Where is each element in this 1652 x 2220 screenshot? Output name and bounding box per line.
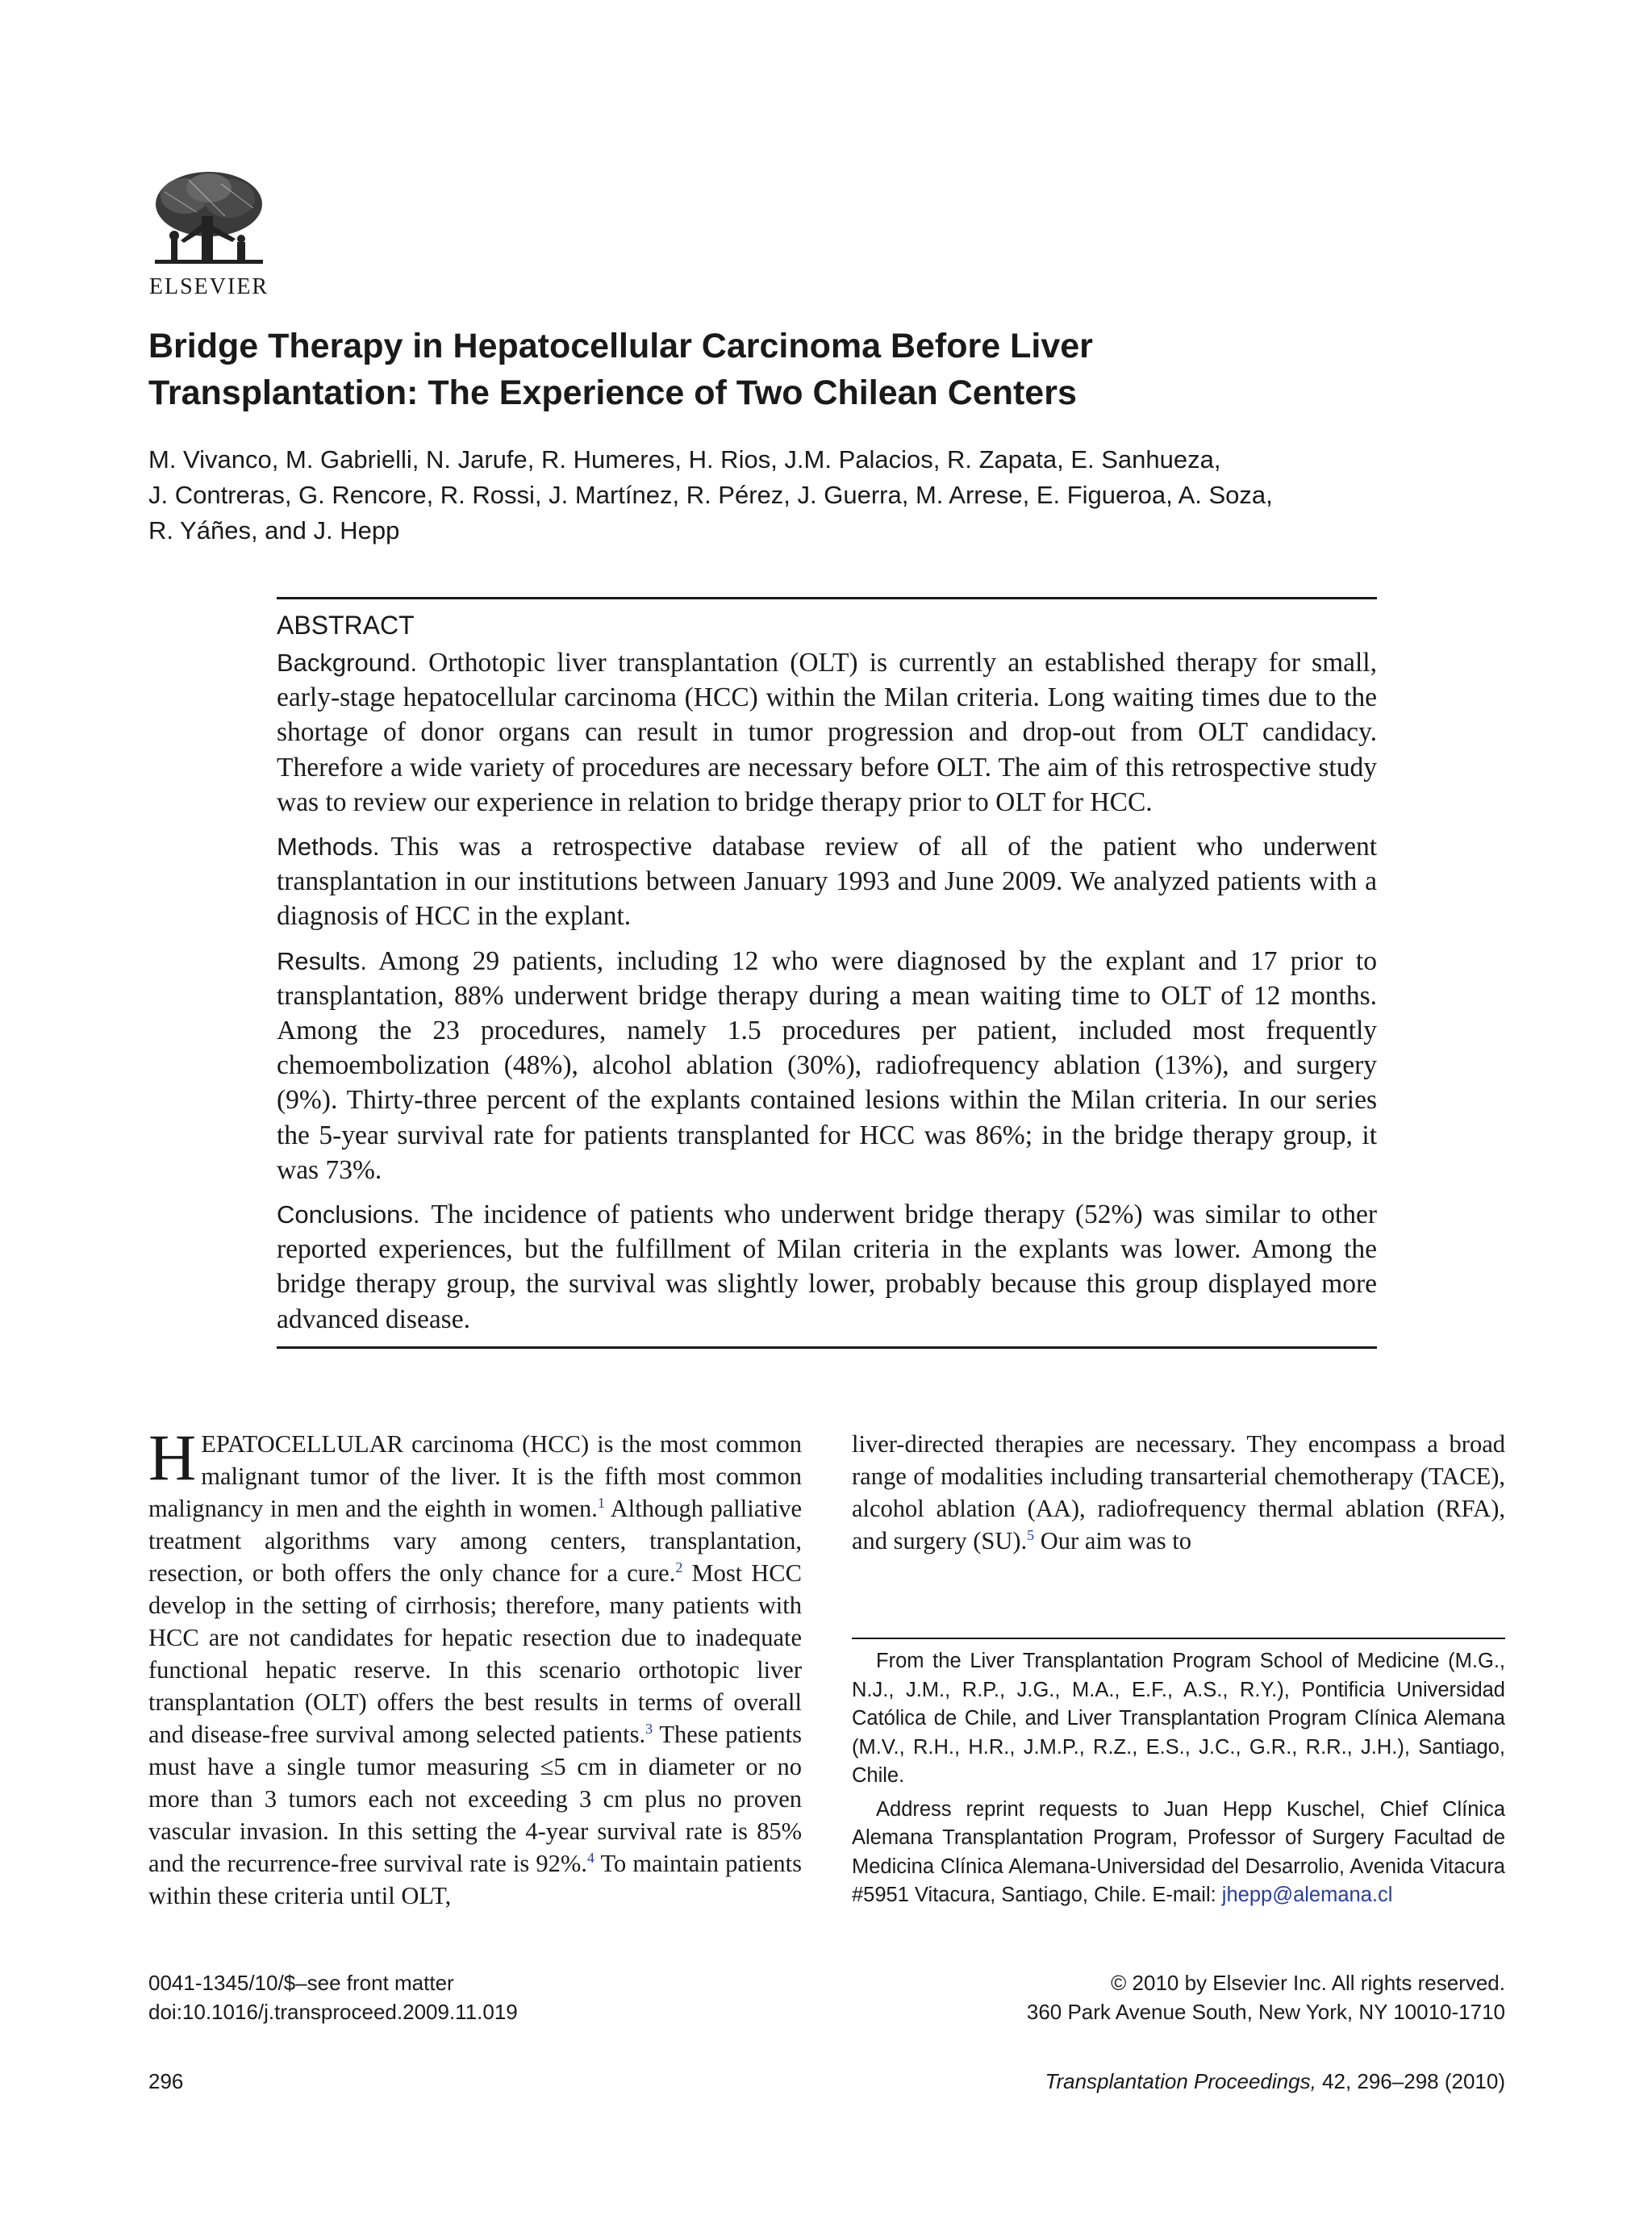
volume-pages: 42, 296–298 (2010) [1316, 2069, 1505, 2093]
address-text: Address reprint requests to Juan Hepp Kuschel, Chief Clínica Alemana Transplantation Program, Professor of Surgery Facultad de Medicina Clínica Alemana-Universidad del Desarrolio, Avenida Vitacura #5951 Vitacura, Santiago, Chile. E-mail: [852, 1797, 1505, 1906]
section-label: Conclusions. [277, 1200, 420, 1229]
article-title [148, 323, 1439, 416]
author-line: R. Yáñes, and J. Hepp [148, 516, 400, 545]
affiliation-footnote [852, 1638, 1505, 1915]
issn-text: 0041-1345/10/$–see front matter [148, 1971, 454, 1995]
abstract-results [277, 944, 1377, 1187]
drop-cap: H [148, 1421, 197, 1494]
correspondence-text [852, 1796, 1505, 1910]
email-link[interactable]: jhepp@alemana.cl [1221, 1884, 1393, 1906]
author-list [148, 442, 1520, 549]
abstract-methods [277, 829, 1377, 934]
journal-citation [1045, 2069, 1505, 2094]
body-text: carcinoma (HCC) is the most common malignant tumor of the liver. It is the fifth most common malignancy in men and the eighth in women. [148, 1430, 802, 1522]
body-column-left [148, 1421, 803, 1912]
body-text: liver-directed therapies are necessary. They encompass a broad range of modalities including transarterial chemotherapy (TACE), alcohol ablation (AA), radiofrequency thermal ablation (RFA), and surgery (SU). [852, 1430, 1505, 1554]
section-label: Background. [277, 649, 418, 677]
doi-text: doi:10.1016/j.transproceed.2009.11.019 [148, 2000, 518, 2024]
footnote-rule [852, 1638, 1505, 1639]
abstract-box [277, 597, 1377, 1349]
page-number: 296 [148, 2069, 184, 2093]
affiliation-text: From the Liver Transplantation Program School of Medicine (M.G., N.J., J.M., R.P., J.G., M.A., E.F., A.S., R.Y.), Pontificia Universidad Católica de Chile, and Liver Transplantation Program Clínica Alemana (M.V., R.H., H.R., J.M.P., R.Z., E.S., J.C., G.R., R.R., J.H.), Santiago, Chile. [852, 1650, 1505, 1787]
author-line: J. Contreras, G. Rencore, R. Rossi, J. Martínez, R. Pérez, J. Guerra, M. Arrese, E. Figueroa, A. Soza, [148, 481, 1273, 509]
body-text: Most HCC develop in the setting of cirrhosis; therefore, many patients with HCC are not candidates for hepatic resection due to inadequate functional hepatic reserve. In this scenario orthotopic liver transplantation (OLT) offers the best results in terms of overall and disease-free survival among selected patients. [148, 1559, 802, 1748]
copyright-text: © 2010 by Elsevier Inc. All rights reserved. [1111, 1971, 1505, 1995]
body-text: These patients must have a single tumor measuring ≤5 cm in diameter or no more than 3 tumors each not exceeding 3 cm plus no proven vascular invasion. In this setting the 4-year survival rate is 85% and the recurrence-free survival rate is 92%. [148, 1721, 803, 1877]
body-text: To maintain patients within these criteria until OLT, [148, 1850, 802, 1909]
abstract-conclusions [277, 1197, 1377, 1337]
abstract-heading: ABSTRACT [277, 611, 415, 640]
title-line: Transplantation: The Experience of Two Chilean Centers [148, 373, 1077, 412]
citation-link[interactable]: 5 [1027, 1526, 1035, 1543]
body-column-right [852, 1428, 1505, 1557]
citation-link[interactable]: 4 [586, 1849, 594, 1866]
publisher-wordmark: ELSEVIER [148, 274, 269, 299]
citation-link[interactable]: 3 [645, 1720, 653, 1737]
section-text: Among 29 patients, including 12 who were diagnosed by the explant and 17 prior to transplantation, 88% underwent bridge therapy during a mean waiting time to OLT of 12 months. Among the 23 procedures, namely 1.5 procedures per patient, included most frequently chemoembolization (48%), alcohol ablation (30%), radiofrequency ablation (13%), and surgery (9%). Thirty-three percent of the explants contained lesions within the Milan criteria. In our series the 5-year survival rate for patients transplanted for HCC was 86%; in the bridge therapy group, it was 73%. [277, 945, 1377, 1185]
elsevier-tree-icon [148, 168, 269, 273]
elsevier-logo [148, 168, 269, 300]
title-line: Bridge Therapy in Hepatocellular Carcinoma Before Liver [148, 327, 1093, 365]
abstract-bottom-rule [277, 1346, 1377, 1349]
footer-right [1027, 1968, 1505, 2026]
citation-link[interactable]: 1 [597, 1494, 605, 1511]
abstract-background [277, 645, 1377, 820]
footer-left [148, 1968, 518, 2026]
section-label: Results. [277, 946, 367, 975]
section-text: The incidence of patients who underwent bridge therapy (52%) was similar to other reported experiences, but the fulfillment of Milan criteria in the explants was lower. Among the bridge therapy group, the survival was slightly lower, probably because this group displayed more advanced disease. [277, 1200, 1377, 1334]
section-label: Methods. [277, 832, 380, 862]
journal-name: Transplantation Proceedings, [1045, 2069, 1316, 2093]
body-text: Our aim was to [1034, 1527, 1191, 1554]
smallcaps-text: EPATOCELLULAR [201, 1430, 404, 1458]
body-text: Although palliative treatment algorithms vary among centers, transplantation, resection, or both offers the only chance for a cure. [148, 1495, 802, 1587]
publisher-address: 360 Park Avenue South, New York, NY 10010-1710 [1026, 2000, 1505, 2024]
abstract-top-rule [277, 597, 1377, 599]
citation-link[interactable]: 2 [675, 1559, 683, 1575]
author-line: M. Vivanco, M. Gabrielli, N. Jarufe, R. Humeres, H. Rios, J.M. Palacios, R. Zapata, E. Sanhueza, [148, 445, 1221, 474]
section-text: This was a retrospective database review of all of the patient who underwent transplantation in our institutions between January 1993 and June 2009. We analyzed patients with a diagnosis of HCC in the explant. [277, 832, 1377, 932]
section-text: Orthotopic liver transplantation (OLT) is currently an established therapy for small, early-stage hepatocellular carcinoma (HCC) within the Milan criteria. Long waiting times due to the shortage of donor organs can result in tumor progression and drop-out from OLT candidacy. Therefore a wide variety of procedures are necessary before OLT. The aim of this retrospective study was to review our experience in relation to bridge therapy prior to OLT for HCC. [277, 648, 1377, 817]
